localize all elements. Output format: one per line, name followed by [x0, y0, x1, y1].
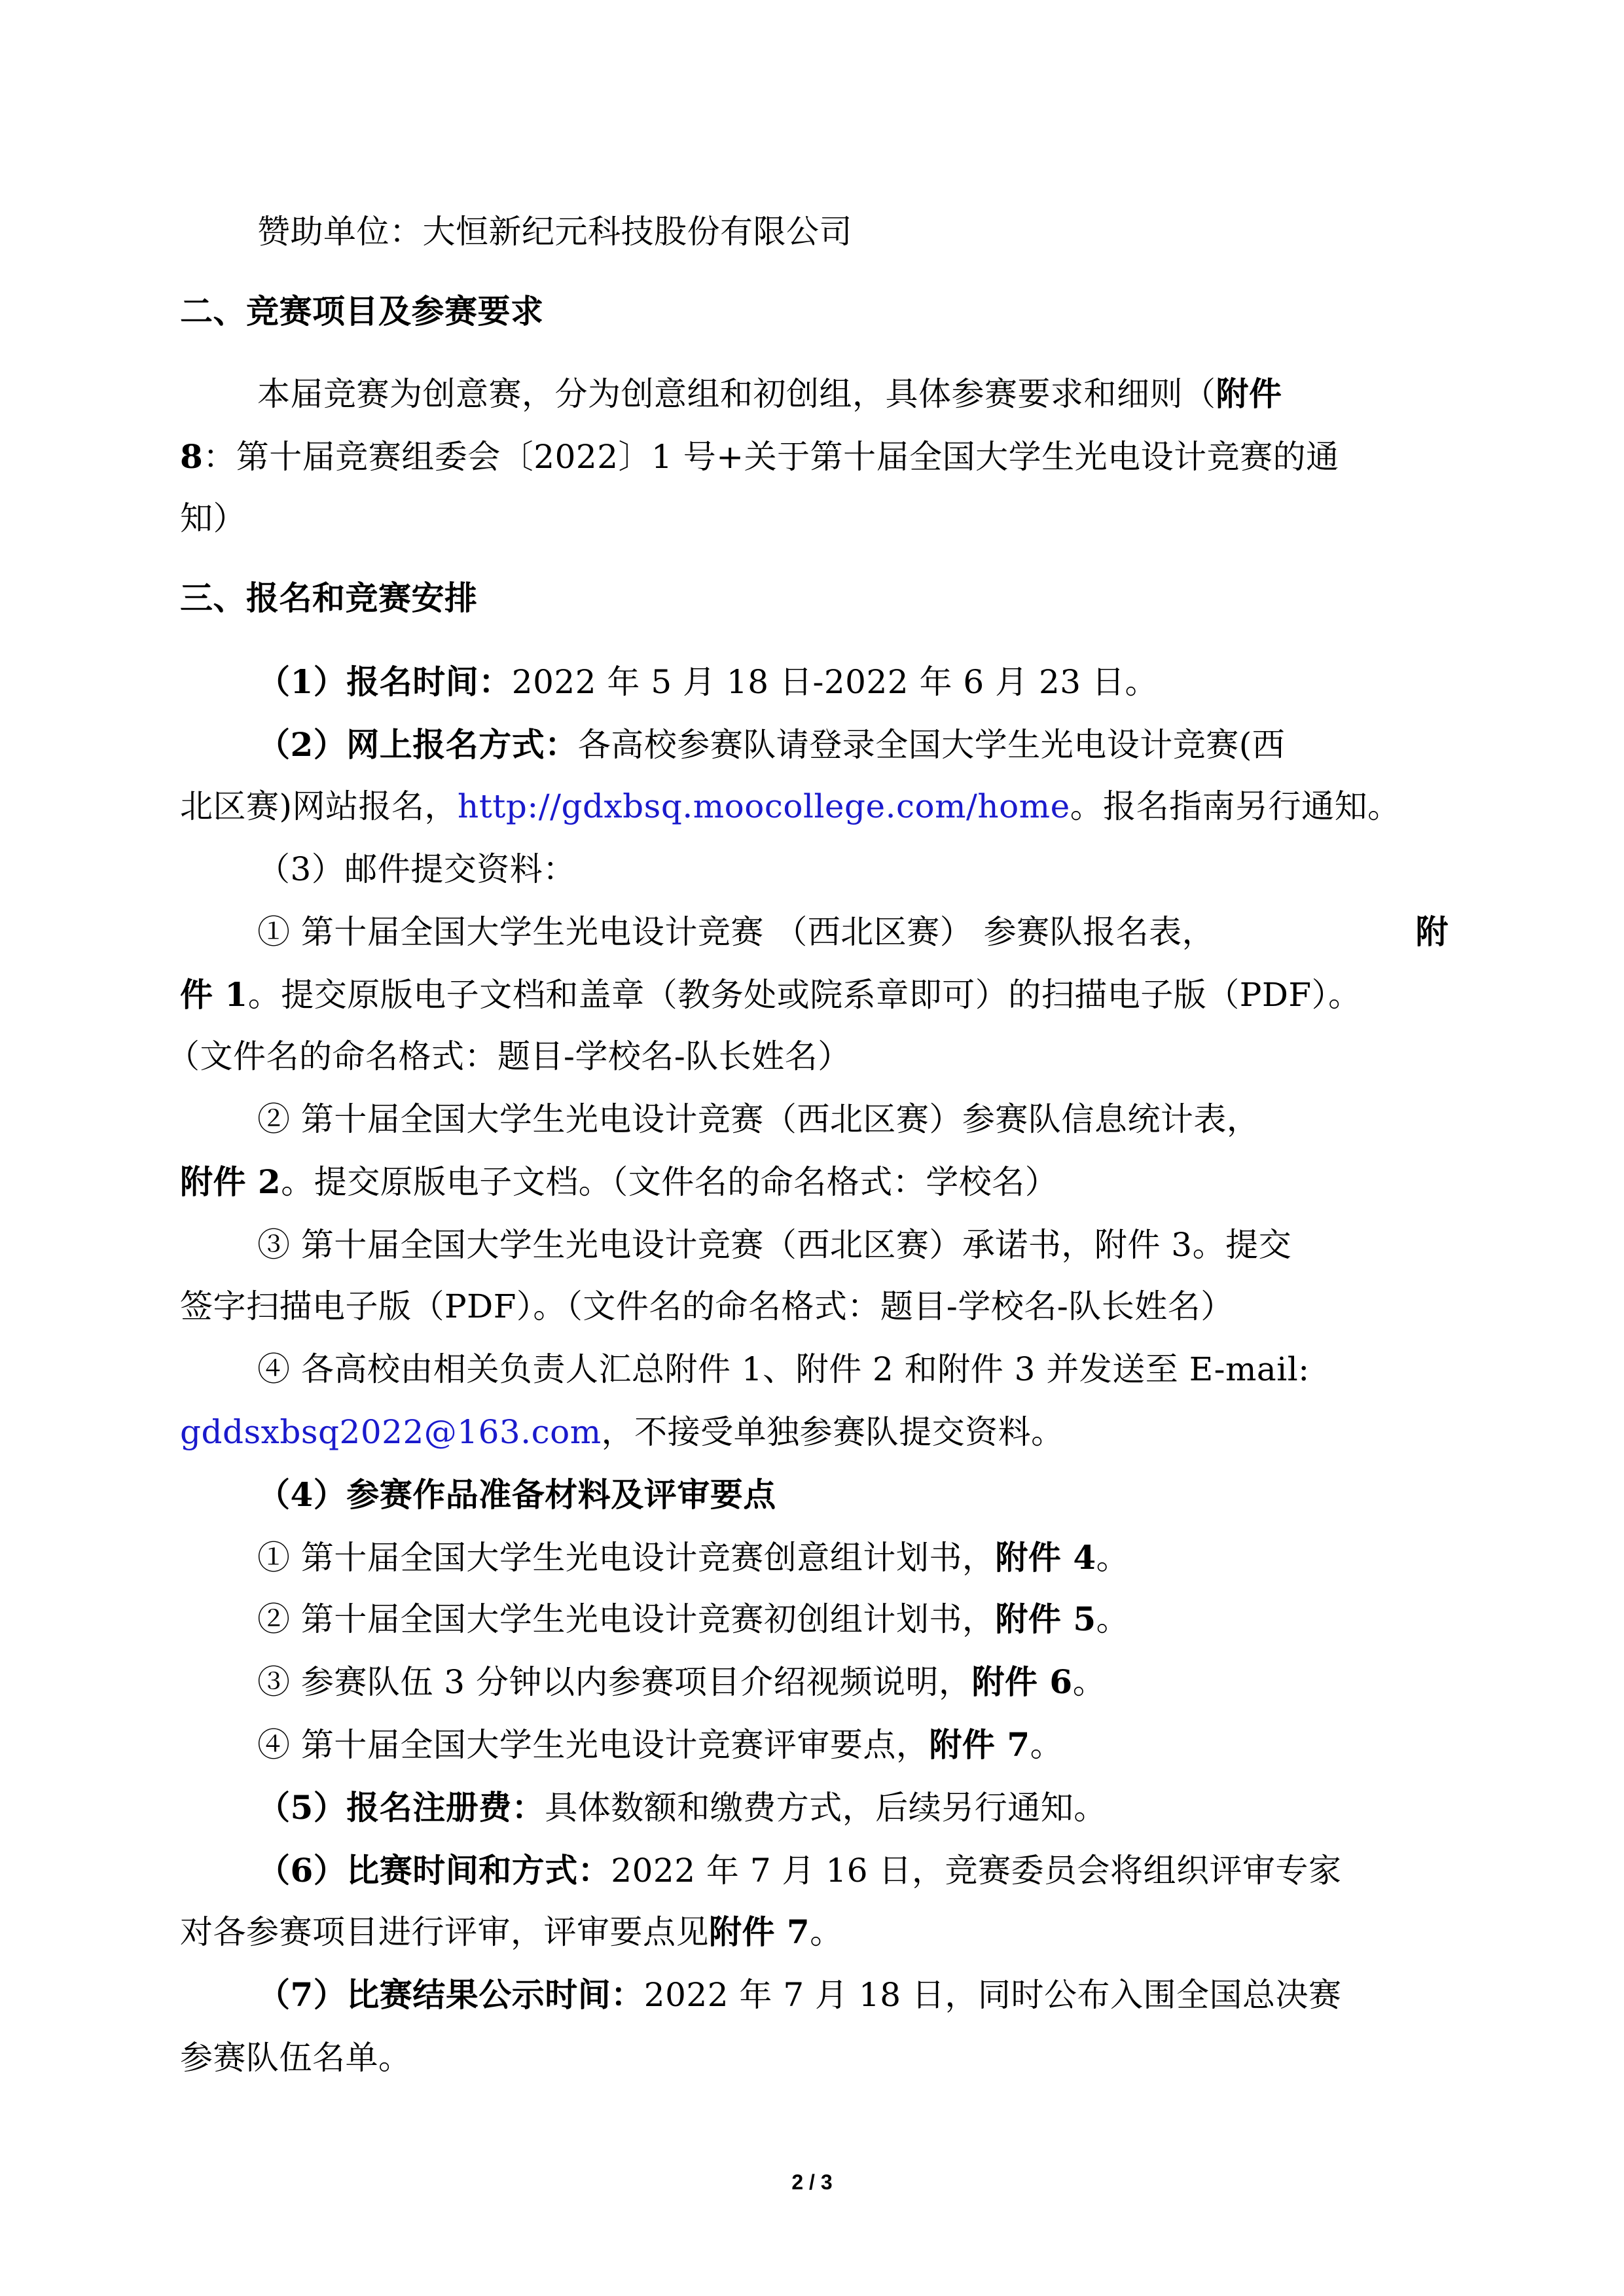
item4-sub2: [257, 1598, 1129, 1640]
section2-para-line2: [180, 436, 1339, 478]
section2-para-text: 本届竞赛为创意赛，分为创意组和初创组，具体参赛要求和细则（: [257, 375, 1216, 413]
attachment-ref: 8: [180, 437, 204, 476]
item3-sub4-line1: ④ 各高校由相关负责人汇总附件 1、附件 2 和附件 3 并发送至 E-mail:: [257, 1350, 1310, 1388]
item3-sub4-text: ，不接受单独参赛队提交资料。: [601, 1413, 1064, 1451]
section2-para-text: ：第十届竞赛组委会〔2022〕1 号+关于第十届全国大学生光电设计竞赛的通: [203, 438, 1339, 476]
item3-sub2-line1: ② 第十届全国大学生光电设计竞赛（西北区赛）参赛队信息统计表，: [257, 1100, 1260, 1138]
punctuation: 。: [1030, 1726, 1064, 1764]
item7-line1: [257, 1974, 1341, 2016]
registration-link[interactable]: http://gdxbsq.moocollege.com/home: [458, 787, 1070, 825]
item4-sub1-text: ① 第十届全国大学生光电设计竞赛创意组计划书，: [257, 1539, 996, 1577]
item7-label: （7）比赛结果公示时间：: [257, 1975, 644, 2014]
item3-sub2-line2: [180, 1161, 1058, 1203]
item3-sub1-line2: [180, 974, 1362, 1016]
section2-para-line1: [257, 373, 1282, 415]
attachment-ref: 附件 7: [929, 1725, 1030, 1764]
item3-sub1-text: ① 第十届全国大学生光电设计竞赛 （西北区赛） 参赛队报名表，: [257, 913, 1216, 951]
punctuation: 。: [1072, 1663, 1106, 1701]
item4-label: （4）参赛作品准备材料及评审要点: [257, 1475, 776, 1514]
item6-line2: [180, 1911, 843, 1953]
item2-text: 北区赛)网站报名，: [180, 787, 458, 825]
item3-sub4-line2: [180, 1411, 1064, 1453]
punctuation: 。: [1096, 1600, 1130, 1638]
item4-sub3-text: ③ 参赛队伍 3 分钟以内参赛项目介绍视频说明，: [257, 1663, 972, 1701]
item3-label: （3）邮件提交资料：: [257, 850, 576, 888]
punctuation: 。: [1096, 1539, 1130, 1577]
attachment-ref: 附件 5: [995, 1600, 1096, 1638]
item5-label: （5）报名注册费：: [257, 1788, 545, 1827]
item3-sub2-text: 。提交原版电子文档。（文件名的命名格式：学校名）: [281, 1163, 1058, 1201]
item1-line: [257, 661, 1158, 703]
item3-sub3-line1: ③ 第十届全国大学生光电设计竞赛（西北区赛）承诺书，附件 3。提交: [257, 1226, 1292, 1264]
item4-sub1: [257, 1537, 1129, 1579]
item6-line1: [257, 1850, 1341, 1892]
item3-sub3-line2: 签字扫描电子版（PDF）。（文件名的命名格式：题目-学校名-队长姓名）: [180, 1287, 1234, 1325]
item2-text: 各高校参赛队请登录全国大学生光电设计竞赛(西: [577, 726, 1286, 764]
item1-text: 2022 年 5 月 18 日-2022 年 6 月 23 日。: [511, 663, 1158, 701]
attachment-ref: 附件 6: [971, 1662, 1073, 1701]
item7-text: 2022 年 7 月 18 日，同时公布入围全国总决赛: [643, 1976, 1342, 2014]
item4-sub3: [257, 1661, 1106, 1703]
item6-text: 2022 年 7 月 16 日，竞赛委员会将组织评审专家: [611, 1852, 1342, 1890]
item3-sub1-text: 。提交原版电子文档和盖章（教务处或院系章即可）的扫描电子版（PDF）。: [247, 976, 1362, 1014]
item2-line2: [180, 785, 1401, 827]
item4-sub4: [257, 1724, 1063, 1766]
email-link[interactable]: gddsxbsq2022@163.com: [180, 1413, 602, 1451]
item6-label: （6）比赛时间和方式：: [257, 1851, 611, 1890]
attachment-ref: 件 1: [180, 975, 248, 1014]
section2-para-line3: 知）: [180, 499, 246, 537]
item4-sub4-text: ④ 第十届全国大学生光电设计竞赛评审要点，: [257, 1726, 929, 1764]
item1-label: （1）报名时间：: [257, 662, 512, 701]
attachment-ref: 附件 7: [709, 1912, 810, 1951]
punctuation: 。: [810, 1913, 843, 1951]
item2-line1: [257, 724, 1285, 766]
attachment-ref: 附件 2: [180, 1162, 281, 1201]
sponsor-line: 赞助单位：大恒新纪元科技股份有限公司: [257, 213, 852, 251]
section2-heading: 二、竞赛项目及参赛要求: [180, 292, 544, 331]
page-number: 2 / 3: [791, 2170, 833, 2194]
item2-label: （2）网上报名方式：: [257, 725, 578, 764]
item6-text: 对各参赛项目进行评审，评审要点见: [180, 1913, 709, 1951]
item2-text: 。报名指南另行通知。: [1070, 787, 1401, 825]
attachment-ref: 附件: [1216, 374, 1282, 413]
section3-heading: 三、报名和竞赛安排: [180, 579, 478, 617]
item5-line: [257, 1787, 1107, 1829]
item5-text: 具体数额和缴费方式，后续另行通知。: [545, 1789, 1107, 1827]
item3-sub1-line3: （文件名的命名格式：题目-学校名-队长姓名）: [167, 1037, 851, 1075]
attachment-ref: 附件 4: [995, 1538, 1096, 1577]
item3-sub1-line1: [257, 911, 1449, 953]
item4-sub2-text: ② 第十届全国大学生光电设计竞赛初创组计划书，: [257, 1600, 996, 1638]
attachment-ref: 附: [1415, 912, 1449, 951]
item7-line2: 参赛队伍名单。: [180, 2039, 412, 2077]
